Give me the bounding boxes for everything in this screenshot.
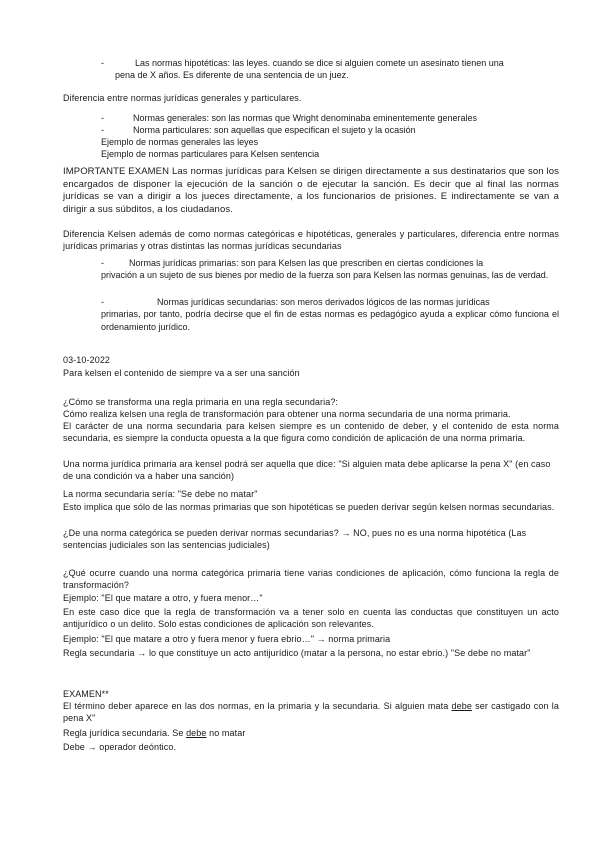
question-1: ¿Cómo se transforma una regla primaria en una regla secundaria?: — [63, 397, 339, 407]
q2-paragraph-c: Ejemplo: "El que matare a otro y fuera menor y fuera ebrio…" → norma primaria — [63, 634, 391, 644]
underlined-debe: debe — [451, 701, 472, 711]
q2-paragraph-d: Regla secundaria → lo que constituye un acto antijurídico (matar a la persona, no estar ebrio.) "Se debe no matar" — [63, 648, 531, 658]
diferencia-kelsen: Diferencia Kelsen además de como normas categóricas e hipotéticas, generales y particulares, diferencia entre normas jurídicas primarias y otras distintas las normas jurídicas secundarias — [63, 229, 559, 252]
diferencia-title: Diferencia entre normas jurídicas generales y particulares. — [63, 93, 302, 103]
importante-examen: IMPORTANTE EXAMEN Las normas jurídicas para Kelsen se dirigen directamente a sus destinatarios que son los encargados de disponer la ejecución de la sanción o de ejecutar la sanción. Es decir que al final las normas jurídicas se van a dirigir a los jueces directamente, a los funcionarios de prisiones. E indirectamente se van a dirigir a sus súbditos, a los ciudadanos. — [63, 166, 559, 215]
examen-a-text-end: ser castigado con la pena X" — [63, 701, 559, 724]
bullet-dash: - — [101, 58, 104, 68]
examen-paragraph-b — [63, 727, 559, 739]
primarias-line-1: Normas jurídicas primarias: son para Kelsen las que prescriben en ciertas condiciones la — [129, 258, 484, 268]
question-2: ¿Qué ocurre cuando una norma categórica primaria tiene varias condiciones de aplicación, cómo funciona la regla de transformación? — [63, 568, 559, 591]
date: 03-10-2022 — [63, 355, 111, 365]
bullet-dash: - — [101, 297, 104, 307]
bullet-dash: - — [101, 125, 104, 135]
examen-paragraph-c: Debe → operador deóntico. — [63, 742, 177, 752]
underlined-debe: debe — [186, 728, 207, 738]
ejemplo-particulares: Ejemplo de normas particulares para Kelsen sentencia — [101, 149, 320, 159]
bullet-dash: - — [101, 113, 104, 123]
examen-paragraph-a — [63, 700, 559, 725]
examen-b-text-end: no matar — [209, 728, 246, 738]
secundarias-line-2: primarias, por tanto, podría decirse que el fin de estas normas es pedagógico ayuda a explicar cómo funciona el ordenamiento jurídico. — [101, 309, 559, 332]
examen-b-text: Regla jurídica secundaria. Se — [63, 728, 184, 738]
q1-paragraph-d: La norma secundaria sería: "Se debe no matar" — [63, 489, 258, 499]
q2-paragraph-a: Ejemplo: "El que matare a otro, y fuera menor…" — [63, 593, 263, 603]
contenido-sancion: Para kelsen el contenido de siempre va a ser una sanción — [63, 368, 300, 378]
q1-paragraph-e: Esto implica que sólo de las normas primarias que son hipotéticas se pueden derivar según kelsen normas secundarias. — [63, 502, 555, 512]
particulares-text: Norma particulares: son aquellas que especifican el sujeto y la ocasión — [133, 125, 416, 135]
secundarias-line-1: Normas jurídicas secundarias: son meros derivados lógicos de las normas jurídicas — [157, 297, 490, 307]
examen-heading: EXAMEN** — [63, 689, 109, 699]
hipoteticas-line-1: Las normas hipotéticas: las leyes. cuando se dice si alguien comete un asesinato tienen una — [135, 58, 504, 68]
q1-paragraph-a: Cómo realiza kelsen una regla de transformación para obtener una norma secundaria de una norma primaria. — [63, 409, 511, 419]
bullet-dash: - — [101, 258, 104, 268]
ejemplo-generales: Ejemplo de normas generales las leyes — [101, 137, 259, 147]
q2-paragraph-b: En este caso dice que la regla de transformación va a tener solo en cuenta las conductas que constituyen un acto antijurídico o un delito. Solo estas condiciones de aplicación son relevantes. — [63, 607, 559, 630]
examen-a-text: El término deber aparece en las dos normas, en la primaria y la secundaria. Si alguien mata — [63, 701, 449, 711]
q1-paragraph-c: Una norma jurídica primaria ara kensel podrá ser aquella que dice: "Si alguien mata debe aplicarse la pena X" (en caso de una condición va a haber una sanción) — [63, 459, 551, 482]
generales-text: Normas generales: son las normas que Wright denominaba eminentemente generales — [133, 113, 478, 123]
q1-paragraph-f: ¿De una norma categórica se pueden derivar normas secundarias? → NO, pues no es una norma hipotética (Las sentencias judiciales son las sentencias judiciales) — [63, 528, 527, 551]
q1-paragraph-b: El carácter de una norma secundaria para kelsen siempre es un contenido de deber, y el contenido de esta norma secundaria, es siempre la conducta opuesta a la que figura como condición de aplicación de una norma primaria. — [63, 421, 559, 444]
primarias-line-2: privación a un sujeto de sus bienes por medio de la fuerza son para Kelsen las normas genuinas, las de verdad. — [101, 270, 549, 281]
hipoteticas-line-2: pena de X años. Es diferente de una sentencia de un juez. — [115, 70, 349, 81]
